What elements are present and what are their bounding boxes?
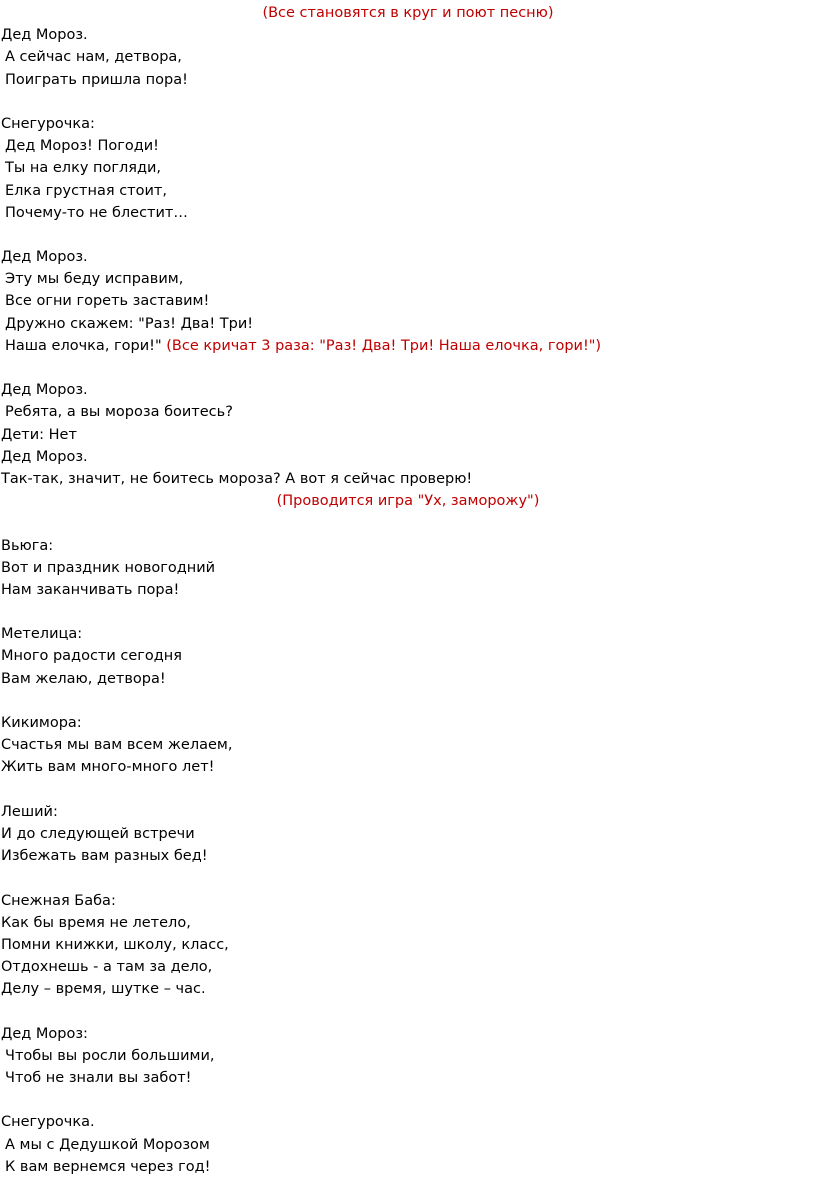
line-text: Все огни гореть заставим! xyxy=(5,293,210,310)
script-line xyxy=(0,712,816,734)
line-text: Снежная Баба: xyxy=(1,892,116,909)
line-text: Отдохнешь - а там за дело, xyxy=(1,959,213,976)
script-line xyxy=(0,290,816,312)
line-text: Дед Мороз! Погоди! xyxy=(5,138,159,155)
blank-line xyxy=(0,224,816,246)
line-text: Дед Мороз. xyxy=(1,382,88,399)
script-line xyxy=(0,202,816,224)
line-text: Метелица: xyxy=(1,626,83,643)
script-line xyxy=(0,69,816,91)
stage-direction xyxy=(0,2,816,24)
line-text: Ты на елку погляди, xyxy=(5,160,162,177)
line-text: А мы с Дедушкой Морозом xyxy=(5,1136,210,1153)
script-line xyxy=(0,135,816,157)
script-line xyxy=(0,1045,816,1067)
blank-line xyxy=(0,867,816,889)
blank-line xyxy=(0,357,816,379)
line-text: Дети: Нет xyxy=(1,426,77,443)
line-text: К вам вернемся через год! xyxy=(5,1158,211,1175)
line-text: (Проводится игра "Ух, заморожу") xyxy=(276,493,540,510)
line-text: Много радости сегодня xyxy=(1,648,183,665)
line-text: Помни книжки, школу, класс, xyxy=(1,936,229,953)
script-line xyxy=(0,268,816,290)
line-text: Так-так, значит, не боитесь мороза? А вот я сейчас проверю! xyxy=(1,470,473,487)
line-text: Дед Мороз. xyxy=(1,27,88,44)
line-text: Поиграть пришла пора! xyxy=(5,71,188,88)
line-text: Снегурочка: xyxy=(1,115,95,132)
blank-line xyxy=(0,1000,816,1022)
line-text: Почему-то не блестит… xyxy=(5,204,188,221)
script-line xyxy=(0,446,816,468)
script-line xyxy=(0,934,816,956)
line-text: Дед Мороз. xyxy=(1,448,88,465)
blank-line xyxy=(0,91,816,113)
script-line xyxy=(0,845,816,867)
line-text: Снегурочка. xyxy=(1,1114,95,1131)
script-line xyxy=(0,801,816,823)
blank-line xyxy=(0,1089,816,1111)
line-text: Кикимора: xyxy=(1,715,82,731)
script-line xyxy=(0,1111,816,1133)
script-line xyxy=(0,645,816,667)
script-line xyxy=(0,379,816,401)
script-line xyxy=(0,623,816,645)
line-text: Елка грустная стоит, xyxy=(5,182,167,199)
script-line xyxy=(0,424,816,446)
script-line xyxy=(0,756,816,778)
line-text: Делу – время, шутке – час. xyxy=(1,981,206,998)
line-text: И до следующей встречи xyxy=(1,825,195,842)
line-text: Избежать вам разных бед! xyxy=(1,848,208,865)
stage-direction xyxy=(0,490,816,512)
script-line xyxy=(0,313,816,335)
line-text: Как бы время не летело, xyxy=(1,914,191,931)
script-document xyxy=(0,2,816,1178)
script-line xyxy=(0,113,816,135)
script-line xyxy=(0,734,816,756)
line-text: Леший: xyxy=(1,803,58,820)
line-text: Жить вам много-много лет! xyxy=(1,759,215,776)
script-line xyxy=(0,1134,816,1156)
script-line xyxy=(0,823,816,845)
line-text: Ребята, а вы мороза боитесь? xyxy=(5,404,233,421)
script-line xyxy=(0,535,816,557)
script-line xyxy=(0,1156,816,1178)
script-line xyxy=(0,335,816,357)
line-text: Чтобы вы росли большими, xyxy=(5,1047,215,1064)
blank-line xyxy=(0,601,816,623)
line-text: Эту мы беду исправим, xyxy=(5,271,184,288)
script-line xyxy=(0,1067,816,1089)
line-text: Дед Мороз. xyxy=(1,249,88,266)
line-text: Вам желаю, детвора! xyxy=(1,670,166,687)
line-text: Чтоб не знали вы забот! xyxy=(5,1070,192,1086)
script-line xyxy=(0,246,816,268)
line-text: А сейчас нам, детвора, xyxy=(5,49,182,66)
script-line xyxy=(0,557,816,579)
line-text: Счастья мы вам всем желаем, xyxy=(1,737,233,754)
script-line xyxy=(0,956,816,978)
script-line xyxy=(0,157,816,179)
script-line xyxy=(0,1023,816,1045)
line-text: Вьюга: xyxy=(1,537,54,554)
script-line xyxy=(0,180,816,202)
line-text: (Все становятся в круг и поют песню) xyxy=(262,5,554,21)
script-line xyxy=(0,978,816,1000)
script-line xyxy=(0,46,816,68)
line-text: Нам заканчивать пора! xyxy=(1,581,180,598)
stage-direction: (Все кричат 3 раза: "Раз! Два! Три! Наша елочка, гори!") xyxy=(166,337,602,354)
script-line xyxy=(0,24,816,46)
line-text: Дед Мороз: xyxy=(1,1025,88,1042)
script-line xyxy=(0,890,816,912)
line-text: Дружно скажем: "Раз! Два! Три! xyxy=(5,315,254,332)
blank-line xyxy=(0,690,816,712)
script-line xyxy=(0,468,816,490)
script-line xyxy=(0,668,816,690)
script-line xyxy=(0,912,816,934)
blank-line xyxy=(0,779,816,801)
script-line xyxy=(0,579,816,601)
line-text: Вот и праздник новогодний xyxy=(1,559,216,576)
blank-line xyxy=(0,512,816,534)
script-line xyxy=(0,401,816,423)
line-text: Наша елочка, гори!" xyxy=(5,337,167,354)
